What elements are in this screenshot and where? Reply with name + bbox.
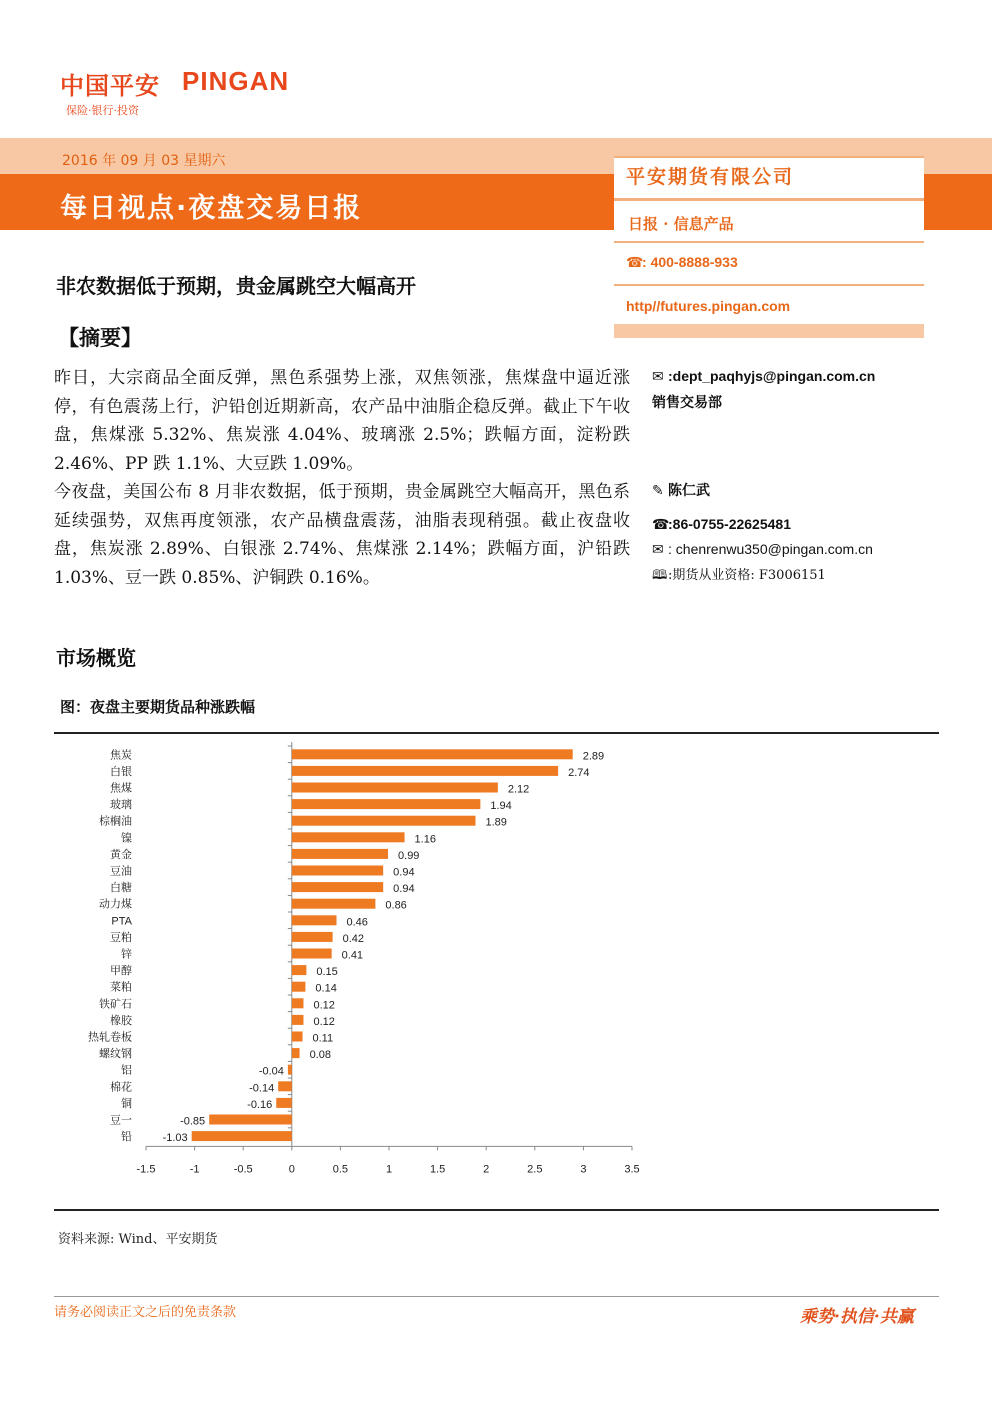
summary-heading: 【摘要】 xyxy=(58,326,142,350)
bar xyxy=(278,1081,292,1091)
data-label: 1.94 xyxy=(490,800,512,813)
category-label: 黄金 xyxy=(110,848,132,861)
data-label: 0.12 xyxy=(313,1015,335,1028)
data-label: -0.16 xyxy=(247,1098,273,1111)
website-link[interactable]: http//futures.pingan.com xyxy=(626,298,791,314)
data-label: 1.89 xyxy=(485,816,507,829)
chart-top-rule xyxy=(54,732,939,734)
bar xyxy=(276,1098,292,1108)
phone-icon: ☎ xyxy=(652,517,670,533)
data-label: -0.14 xyxy=(249,1082,275,1095)
book-icon: 🕮 xyxy=(652,568,668,583)
bar xyxy=(292,965,307,975)
analyst: ✎ 陈仁武 xyxy=(652,483,710,499)
bar xyxy=(292,1048,300,1058)
report-type: 日报 · 信息产品 xyxy=(628,215,734,233)
category-label: 菜粕 xyxy=(110,981,132,994)
hotline: ☎: 400-8888-933 xyxy=(626,254,738,271)
qualification: 🕮:期货从业资格: F3006151 xyxy=(652,564,826,588)
data-label: 0.46 xyxy=(346,916,368,929)
dept-email[interactable]: ✉ :dept_paqhyjs@pingan.com.cn xyxy=(652,368,876,385)
data-label: 2.89 xyxy=(582,750,605,763)
analyst-phone: ☎:86-0755-22625481 xyxy=(652,516,791,533)
x-tick-label: 2.5 xyxy=(527,1163,543,1176)
category-label: 铝 xyxy=(121,1064,132,1077)
category-label: PTA xyxy=(111,915,132,928)
x-tick-label: 2 xyxy=(483,1163,490,1176)
logo-chinese: 中国平安 xyxy=(60,72,160,100)
analyst-email[interactable]: ✉ : chenrenwu350@pingan.com.cn xyxy=(652,541,873,558)
bar xyxy=(292,1015,304,1025)
data-label: 0.94 xyxy=(393,883,415,896)
category-label: 白银 xyxy=(110,765,132,778)
report-date: 2016 年 09 月 03 星期六 xyxy=(62,153,226,169)
category-label: 焦炭 xyxy=(110,749,132,762)
data-label: 0.41 xyxy=(341,949,364,962)
disclaimer-notice[interactable]: 请务必阅读正文之后的免责条款 xyxy=(54,1305,237,1320)
market-heading: 市场概览 xyxy=(56,646,136,670)
panel-divider xyxy=(614,198,924,201)
category-label: 镍 xyxy=(121,832,132,845)
category-label: 玻璃 xyxy=(110,799,132,812)
category-label: 焦煤 xyxy=(110,782,132,795)
data-label: 0.11 xyxy=(312,1032,334,1045)
bar xyxy=(292,932,333,942)
category-label: 铁矿石 xyxy=(99,998,132,1011)
summary-paragraph-1: 昨日，大宗商品全面反弹，黑色系强势上涨，双焦领涨，焦煤盘中逼近涨停，有色震荡上行，沪铅创近期新高，农产品中油脂企稳反弹。截止下午收盘，焦煤涨 5.32%、焦炭涨 4.04%、玻璃涨 2.5%；跌幅方面，淀粉跌 2.46%、PP 跌 1.1%、大豆跌 1.09%。 xyxy=(54,368,630,474)
phone-icon: ☎ xyxy=(626,255,644,271)
bar xyxy=(292,766,558,776)
bar xyxy=(292,882,383,892)
category-label: 锌 xyxy=(121,948,132,961)
x-tick-label: -1 xyxy=(189,1163,200,1176)
bar xyxy=(292,899,376,909)
data-label: -0.85 xyxy=(180,1115,206,1128)
bar xyxy=(192,1131,292,1141)
x-tick-label: 0 xyxy=(288,1163,295,1176)
data-label: 0.14 xyxy=(315,982,337,995)
mail-icon: ✉ xyxy=(652,369,664,385)
data-label: -0.04 xyxy=(258,1065,284,1078)
bar xyxy=(292,1032,303,1042)
data-label: 0.42 xyxy=(342,932,365,945)
data-label: 2.12 xyxy=(507,783,530,796)
category-label: 铅 xyxy=(121,1131,132,1144)
x-tick-label: 1 xyxy=(385,1163,393,1176)
x-tick-label: 0.5 xyxy=(332,1163,349,1176)
x-tick-label: 1.5 xyxy=(429,1163,446,1176)
category-label: 白糖 xyxy=(110,882,132,895)
data-source: 资料来源: Wind、平安期货 xyxy=(58,1232,218,1247)
chart-caption: 图：夜盘主要期货品种涨跌幅 xyxy=(60,698,256,716)
bar xyxy=(288,1065,292,1075)
x-tick-label: -0.5 xyxy=(233,1163,253,1176)
data-label: 2.74 xyxy=(568,766,590,779)
mail-icon: ✉ xyxy=(652,542,664,558)
data-label: 0.86 xyxy=(385,899,407,912)
slogan: 乘势·执信·共赢 xyxy=(800,1307,914,1327)
dept-name: 销售交易部 xyxy=(652,395,722,411)
footer-rule xyxy=(54,1296,939,1297)
category-label: 热轧卷板 xyxy=(88,1031,132,1044)
pen-icon: ✎ xyxy=(652,483,664,499)
category-label: 豆粕 xyxy=(110,931,132,944)
category-label: 橡胶 xyxy=(110,1014,132,1027)
category-label: 铜 xyxy=(121,1097,132,1110)
bar xyxy=(292,749,573,759)
data-label: 0.08 xyxy=(309,1049,331,1062)
headline: 非农数据低于预期，贵金属跳空大幅高开 xyxy=(56,274,416,298)
category-label: 甲醇 xyxy=(110,965,132,978)
company-name: 平安期货有限公司 xyxy=(626,166,795,188)
panel-divider xyxy=(614,241,924,243)
logo-tagline: 保险·银行·投资 xyxy=(66,104,139,117)
bar-chart xyxy=(54,738,654,1178)
bar xyxy=(292,866,383,876)
data-label: 0.12 xyxy=(313,999,335,1012)
bar xyxy=(292,849,388,859)
x-tick-label: 3 xyxy=(580,1163,587,1176)
bar xyxy=(292,915,337,925)
hotline-number: 400-8888-933 xyxy=(650,254,738,270)
data-label: 0.94 xyxy=(393,866,415,879)
bar xyxy=(292,998,304,1008)
bar xyxy=(292,816,476,826)
bar xyxy=(292,832,405,842)
x-tick-label: 3.5 xyxy=(624,1163,640,1176)
data-label: 0.15 xyxy=(316,966,338,979)
bar xyxy=(292,949,332,959)
category-label: 豆油 xyxy=(110,865,132,878)
bar xyxy=(292,799,481,809)
bar xyxy=(292,783,498,793)
category-label: 豆一 xyxy=(110,1114,132,1127)
x-tick-label: -1.5 xyxy=(136,1163,156,1176)
category-label: 棉花 xyxy=(110,1081,132,1094)
logo-english: PINGAN xyxy=(182,66,290,96)
bar xyxy=(292,982,306,992)
report-title: 每日视点·夜盘交易日报 xyxy=(60,193,363,224)
bar xyxy=(209,1115,292,1125)
data-label: 1.16 xyxy=(414,833,436,846)
category-label: 棕榈油 xyxy=(99,815,132,828)
category-label: 动力煤 xyxy=(99,898,132,911)
panel-divider xyxy=(614,284,924,286)
chart-bottom-rule xyxy=(54,1209,939,1211)
data-label: -1.03 xyxy=(162,1132,188,1145)
summary-paragraph-2: 今夜盘，美国公布 8 月非农数据，低于预期，贵金属跳空大幅高开，黑色系延续强势，双焦再度领涨，农产品横盘震荡，油脂表现稍强。截止夜盘收盘，焦炭涨 2.89%、白银涨 2.74%、焦煤涨 2.14%；跌幅方面，沪铅跌 1.03%、豆一跌 0.85%、沪铜跌 0.16%。 xyxy=(54,482,630,588)
category-label: 螺纹钢 xyxy=(99,1048,132,1061)
panel-divider xyxy=(614,156,924,158)
data-label: 0.99 xyxy=(398,849,420,862)
panel-bottom-bar xyxy=(614,324,924,338)
